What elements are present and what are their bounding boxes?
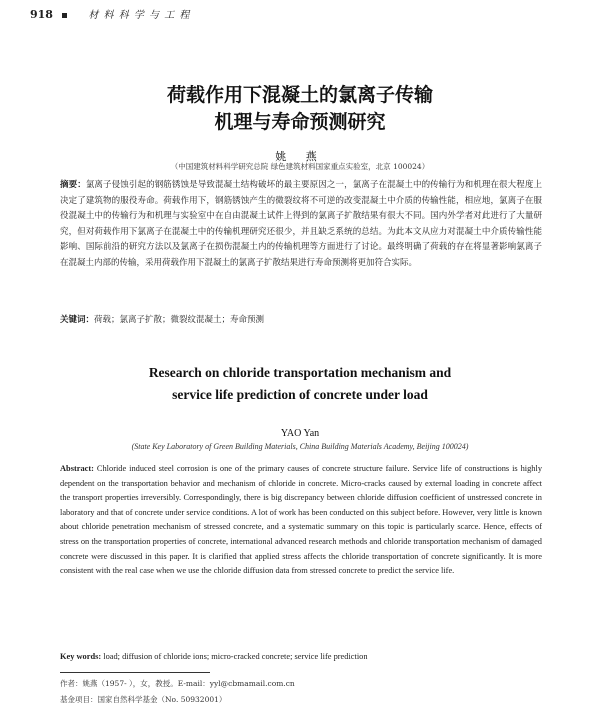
author-footnote: 作者：姚燕（1957- ），女，教授。E-mail：yyl@cbmamail.com.cn	[60, 679, 295, 688]
english-abstract-label: Abstract:	[60, 464, 94, 473]
english-title	[0, 362, 600, 406]
chinese-title	[0, 82, 600, 136]
footnote-divider	[60, 672, 210, 673]
english-title-line-1: Research on chloride transportation mechanism and	[148, 365, 452, 380]
english-keywords-label: Key words:	[60, 652, 102, 661]
chinese-affiliation: （中国建筑材料科学研究总院 绿色建筑材料国家重点实验室，北京 100024）	[170, 162, 430, 171]
english-author: YAO Yan	[280, 428, 320, 439]
chinese-keywords	[60, 313, 542, 325]
chinese-abstract-label: 摘要：	[60, 180, 86, 190]
funding-footnote: 基金项目：国家自然科学基金（No. 50932001）	[60, 695, 227, 704]
chinese-abstract-text: 氯离子侵蚀引起的钢筋锈蚀是导致混凝土结构破坏的最主要原因之一，氯离子在混凝土中的传输行为和机理在很大程度上决定了建筑物的服役寿命。荷载作用下，钢筋锈蚀产生的微裂纹将不可逆的改变混凝土中介质的传输性能，相应地，氯离子在服役混凝土中的传输行为和机理与实验室中在自由混凝土试件上得到的氯离子扩散结果有很大不同。国内外学者对此进行了大量研究，但对荷载作用下氯离子在混凝土中的传输机理研究还很少，并且缺乏系统的总结。为此本文从应力对混凝土中介质传输性能影响、国际前沿的研究方法以及氯离子在损伤混凝土内的传输机理等方面进行了讨论。最终明确了荷载的存在将显著影响氯离子在混凝土内部的传输，采用荷载作用下混凝土的氯离子扩散结果进行寿命预测将更加符合实际。	[60, 180, 542, 268]
chinese-abstract	[60, 178, 542, 272]
english-abstract	[60, 462, 542, 579]
journal-name: 材 料 科 学 与 工 程	[88, 10, 191, 21]
english-keywords	[60, 652, 542, 661]
page-number: 918	[30, 8, 53, 21]
page-header	[30, 6, 570, 26]
chinese-author: 姚 燕	[275, 150, 325, 163]
english-affiliation: (State Key Laboratory of Green Building Materials, China Building Materials Academy, Beijing 100024)	[131, 442, 469, 451]
english-title-line-2: service life prediction of concrete under load	[172, 387, 428, 402]
english-keywords-text: load; diffusion of chloride ions; micro-cracked concrete; service life prediction	[103, 652, 368, 661]
chinese-title-line-1: 荷载作用下混凝土的氯离子传输	[166, 84, 433, 106]
separator-square	[62, 13, 67, 18]
chinese-keywords-label: 关键词：	[60, 315, 95, 325]
english-abstract-text: Chloride induced steel corrosion is one of the primary causes of concrete structure failure. Service life of constructions is highly dependent on the transportation behavior and mechanism of chloride in concrete. Micro-cracks caused by external loading in concrete affect the transport properties irreversibly. Correspondingly, there is big discrepancy between chloride diffusion coefficient of unstressed concrete in laboratory and that of concrete under service conditions. A lot of work has been conducted on this subject before. However, very little is known about chloride penetration mechanism of stressed concrete, and a systematic summary on this topic is particularly scarce. Hence, effects of stress on the transportation properties of concrete, international advanced research methods and chloride transportation mechanism of damaged concrete were discussed in this paper. It is clarified that applied stress affects the chloride transportation of concrete significantly. It is more consistent with the real case when we use the chloride diffusion data from stressed concrete to predict the service life.	[60, 464, 543, 576]
chinese-title-line-2: 机理与寿命预测研究	[214, 111, 386, 133]
chinese-keywords-text: 荷载；氯离子扩散；微裂纹混凝土；寿命预测	[94, 315, 265, 325]
